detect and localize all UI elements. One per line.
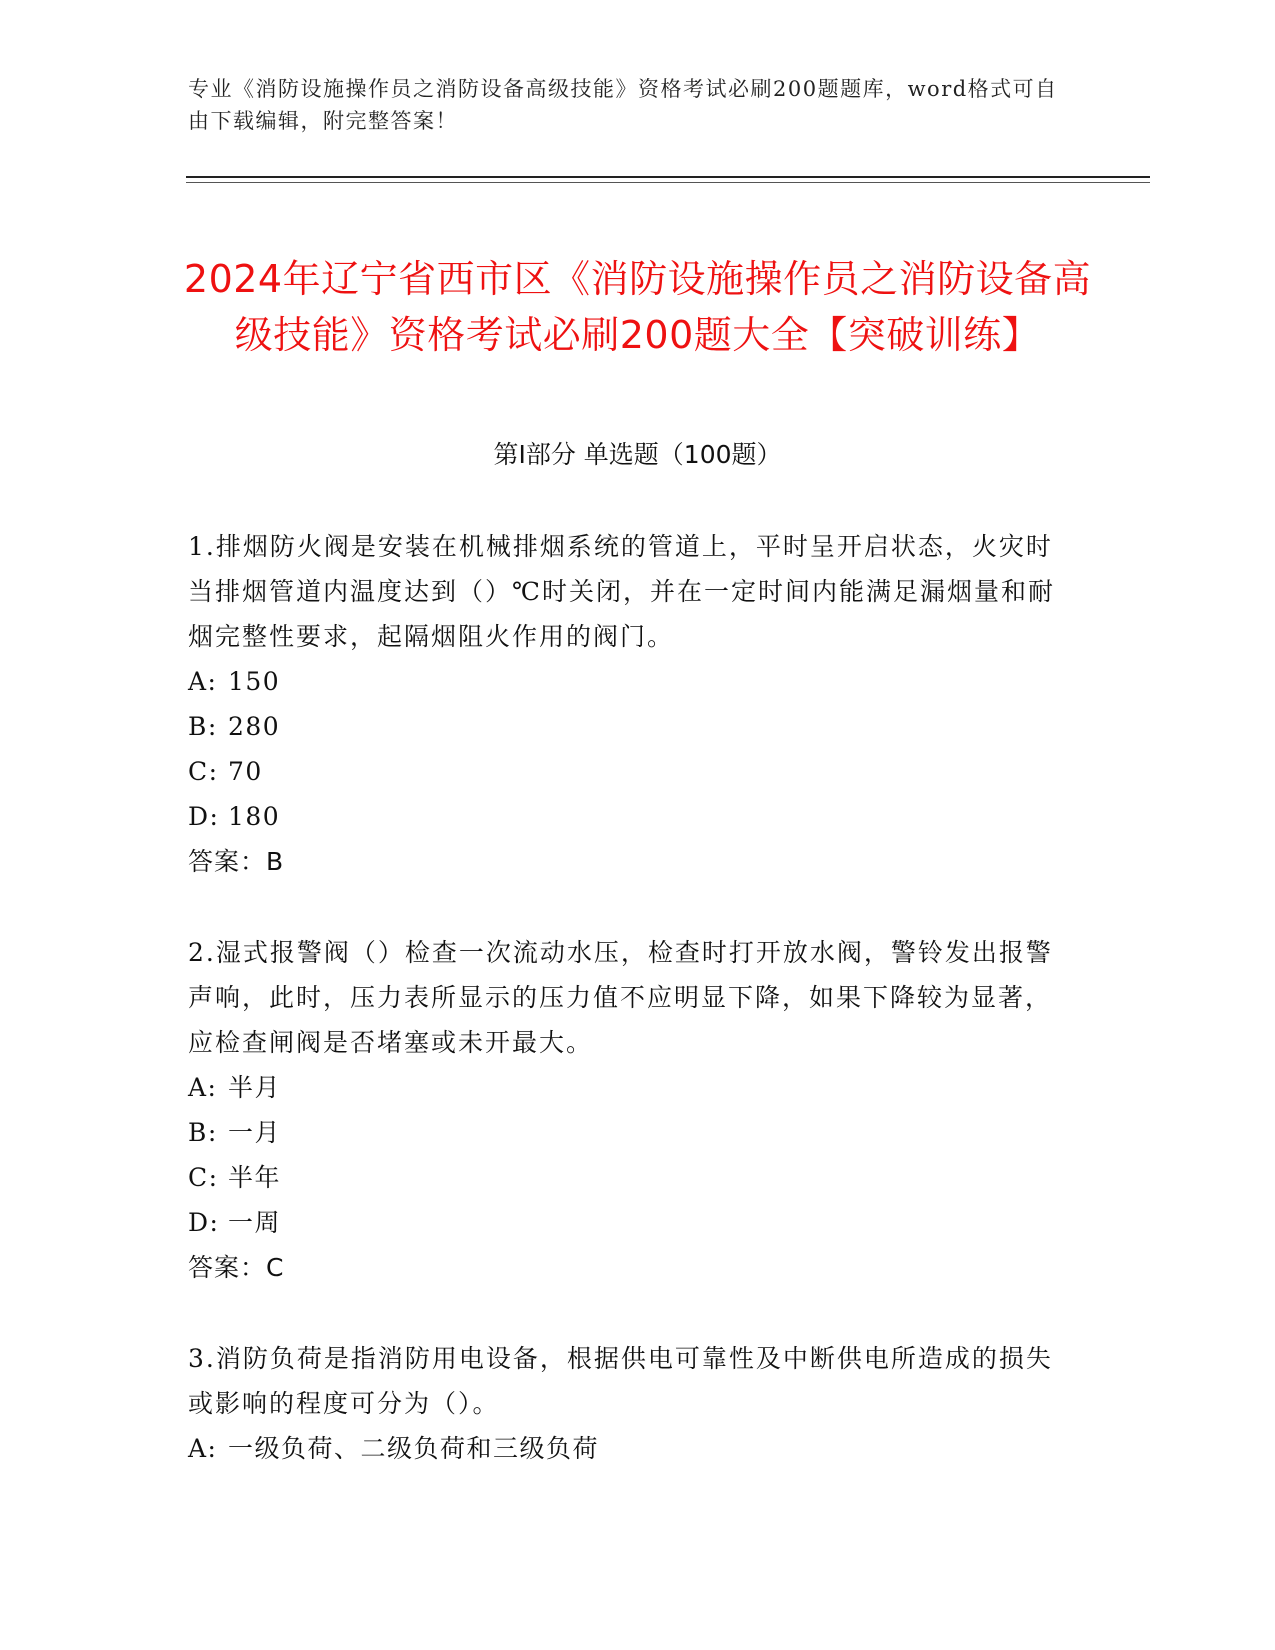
option-text: 一级负荷、二级负荷和三级负荷 (228, 1434, 600, 1463)
question-1 (188, 524, 1058, 884)
option-key: B: (188, 712, 218, 741)
option-b (188, 1110, 1058, 1155)
option-key: A: (188, 667, 218, 696)
option-key: D: (188, 1208, 220, 1237)
option-c (188, 1155, 1058, 1200)
option-c (188, 749, 1058, 794)
option-key: A: (188, 1434, 218, 1463)
header-divider-thick (186, 176, 1150, 178)
option-key: A: (188, 1073, 218, 1102)
question-2 (188, 930, 1058, 1290)
option-text: 180 (228, 802, 281, 831)
header-divider-thin (186, 182, 1150, 183)
option-key: D: (188, 802, 220, 831)
header-note: 专业《消防设施操作员之消防设备高级技能》资格考试必刷200题题库，word格式可自由下载编辑，附完整答案！ (188, 77, 1058, 133)
document-title: 2024年辽宁省西市区《消防设施操作员之消防设备高级技能》资格考试必刷200题大全【突破训练】 (183, 257, 1092, 358)
option-a (188, 1426, 1058, 1471)
option-text: 70 (228, 757, 263, 786)
option-b (188, 704, 1058, 749)
section-title: 第Ⅰ部分 单选题（100题） (493, 440, 782, 469)
option-key: C: (188, 1163, 219, 1192)
question-stem: 3.消防负荷是指消防用电设备，根据供电可靠性及中断供电所造成的损失或影响的程度可分为（）。 (188, 1344, 1053, 1418)
option-d (188, 794, 1058, 839)
option-text: 280 (228, 712, 281, 741)
answer-line: 答案：C (188, 1253, 285, 1282)
question-stem: 2.湿式报警阀（）检查一次流动水压，检查时打开放水阀，警铃发出报警声响，此时，压力表所显示的压力值不应明显下降，如果下降较为显著，应检查闸阀是否堵塞或未开最大。 (188, 938, 1053, 1057)
answer-line: 答案：B (188, 847, 285, 876)
option-text: 半月 (228, 1073, 282, 1102)
option-d (188, 1200, 1058, 1245)
option-a (188, 659, 1058, 704)
option-key: C: (188, 757, 219, 786)
question-stem: 1.排烟防火阀是安装在机械排烟系统的管道上，平时呈开启状态，火灾时当排烟管道内温度达到（）℃时关闭，并在一定时间内能满足漏烟量和耐烟完整性要求，起隔烟阻火作用的阀门。 (188, 532, 1055, 651)
option-text: 150 (228, 667, 281, 696)
option-a (188, 1065, 1058, 1110)
option-key: B: (188, 1118, 218, 1147)
option-text: 一月 (228, 1118, 282, 1147)
option-text: 半年 (228, 1163, 282, 1192)
question-3 (188, 1336, 1058, 1471)
option-text: 一周 (228, 1208, 282, 1237)
